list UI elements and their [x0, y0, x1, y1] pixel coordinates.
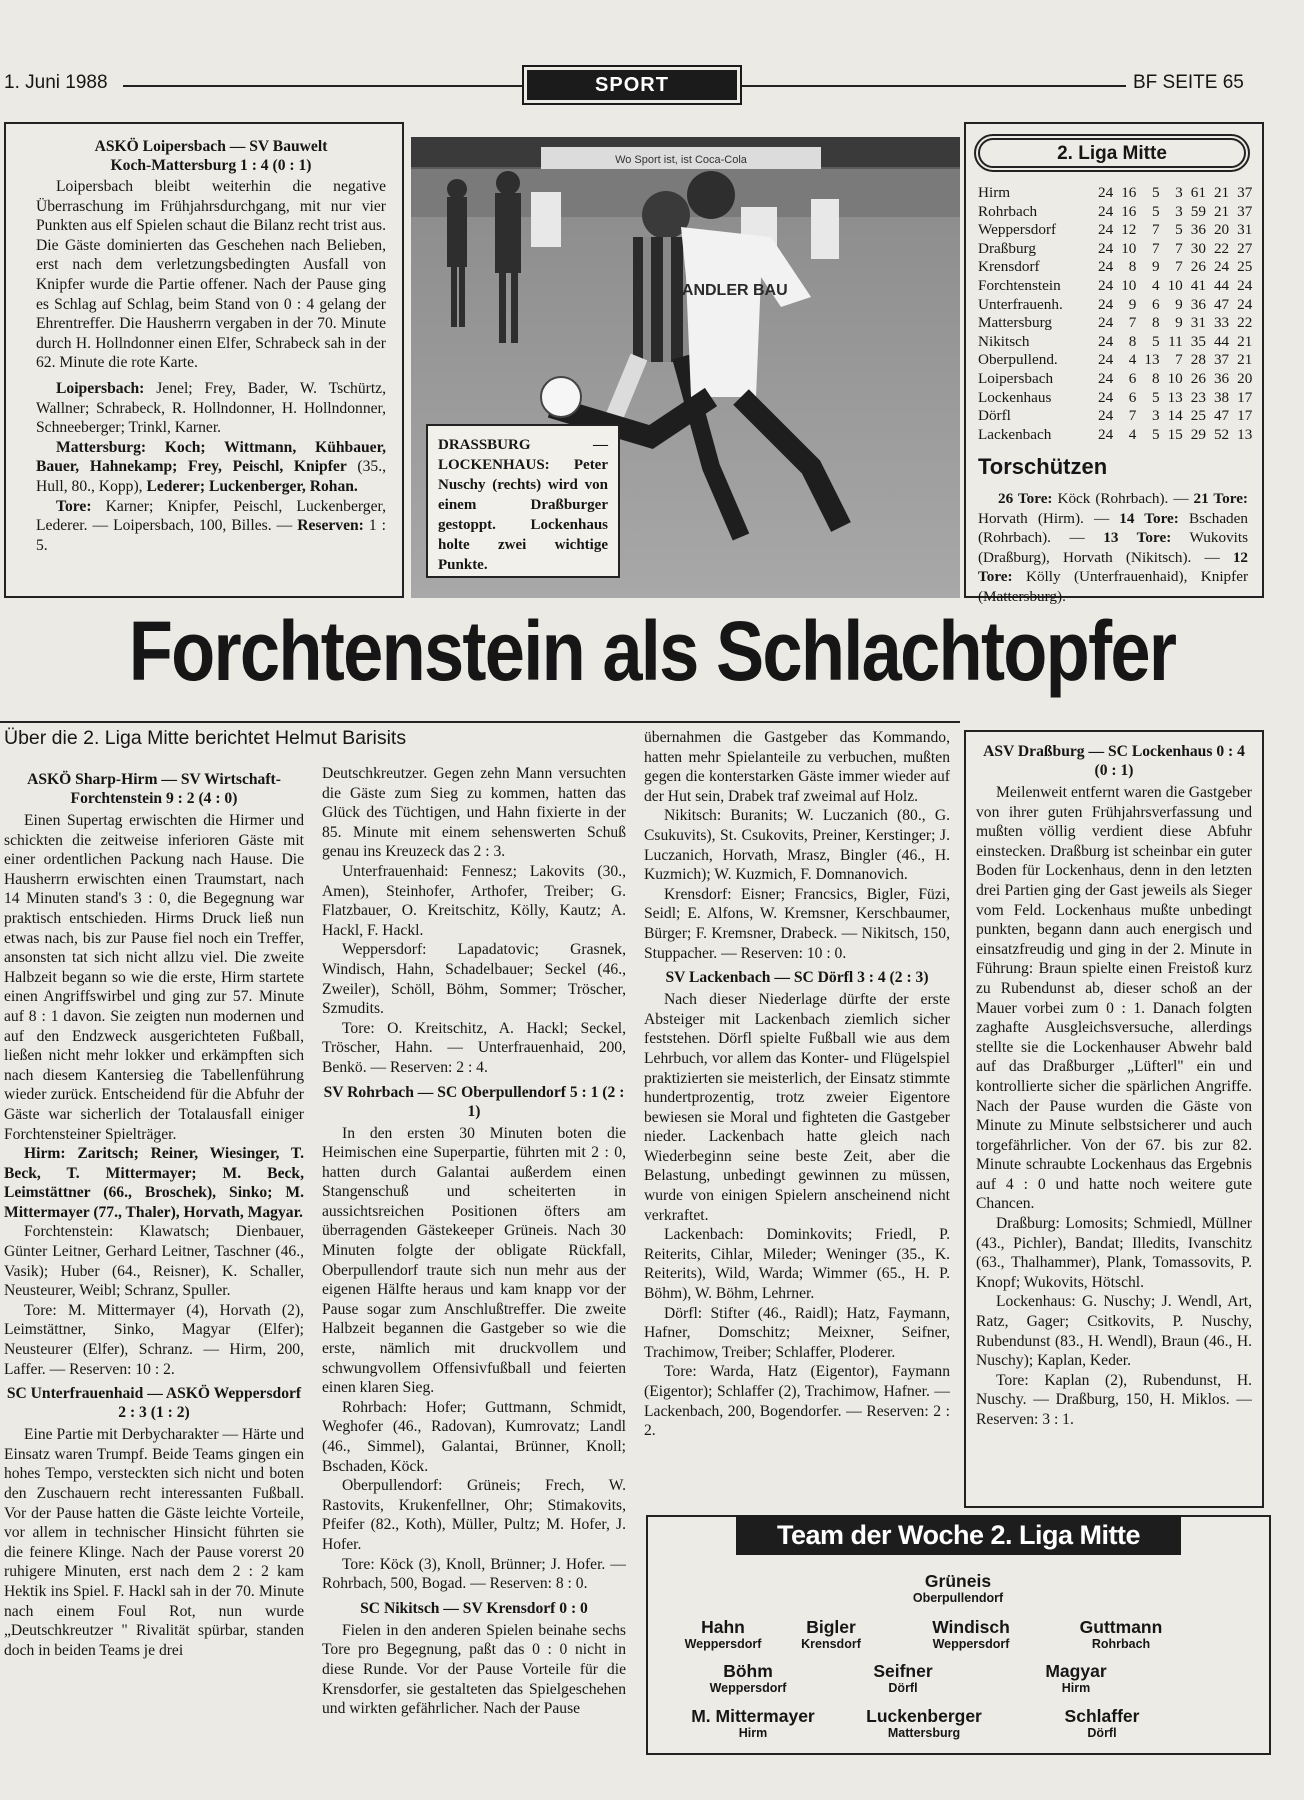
table-cell: 25 [1190, 407, 1206, 425]
table-cell: 5 [1175, 221, 1183, 239]
photo-caption: DRASSBURG — LOCKENHAUS: Peter Nuschy (rechts) wird von einem Draßburger gestoppt. Lockenhaus holte zwei wichtige Punkte. [426, 424, 620, 578]
table-cell: 61 [1190, 184, 1206, 201]
article-column-2 [322, 764, 626, 1770]
table-cell: 24 [1098, 314, 1114, 332]
table-cell: 24 [1237, 295, 1253, 313]
league-table-row [978, 370, 1252, 389]
table-cell: 31 [1237, 221, 1253, 239]
table-cell: 26 [1190, 258, 1206, 276]
section-label-text: SPORT [595, 74, 669, 96]
team-name: Oberpullend. [978, 351, 1058, 369]
table-cell: 38 [1213, 388, 1230, 406]
player-card: M. Mittermayer Hirm [691, 1706, 815, 1740]
table-cell: 24 [1098, 239, 1114, 257]
table-cell: 3 [1175, 202, 1183, 220]
league-table-row [978, 314, 1252, 333]
team-name: Dörfl [978, 407, 1011, 425]
team-name: Hirm [978, 184, 1011, 201]
table-cell: 24 [1098, 258, 1114, 276]
story-loipersbach-box [4, 122, 404, 598]
byline-rule [0, 721, 960, 723]
lineup-krensdorf: Krensdorf: Eisner; Francsics, Bigler, Füzi, Seidl; E. Alfons, W. Kremsner, Kerschbaumer, Bürger; F. Kremsner, Drabeck. — Nikitsch, 150, Stuppacher. — Reserven: 10 : 0. [644, 885, 950, 962]
lineup-rohrbach: Rohrbach: Hofer; Guttmann, Schmidt, Weghofer (46., Radovan), Kumrovatz; Landl (46., Simmel), Galantai, Brünner, Knoll; Bschaden, Köck. [322, 1398, 626, 1475]
league-table-row [978, 426, 1252, 445]
table-cell: 47 [1213, 407, 1230, 425]
table-cell: 33 [1213, 314, 1230, 332]
table-cell: 10 [1167, 369, 1183, 387]
table-cell: 8 [1128, 332, 1137, 350]
table-cell: 13 [1167, 388, 1183, 406]
league-table-row [978, 351, 1252, 370]
shirt-text: HANDLER BAU [670, 282, 788, 299]
story-loipersbach-body: Loipersbach bleibt weiterhin die negative Überraschung im Frühjahrsdurchgang, mit nur vier Punkten aus elf Spielen schaut die Bilanz recht trist aus. Die Gäste dominierten das Geschehen nach Belieben, erst nach dem verletzungsbedingten Ausfall von Knipfer wurde die Partie offener. Nach der Pause ging es Schlag auf Schlag, beim Stand von 0 : 4 gelang der Ehrentreffer. Die Hausherrn vergaben in der 70. Minute durch H. Hollndonner einen Elfer, Schrabeck sah in der 62. Minute die rote Karte. [36, 178, 386, 372]
league-table-row [978, 389, 1252, 408]
header-rule-left [123, 85, 523, 87]
league-table-row [978, 296, 1252, 315]
match-drassburg-report: Meilenweit entfernt waren die Gastgeber von ihrer guten Frühjahrsverfassung und mußten völlig verdient diese Abfuhr einstecken. Draßburg ist scheinbar ein guter Boden für Lockenhaus, denn in den letzten drei Partien ging der Gast jeweils als Sieger vom Feld. Lockenhaus mußte unbedingt punkten, begann dann auch energisch und einsatzfreudig und ging in der 2. Minute in Führung: Braun spielte einen Freistoß kurz zu Rubendunst ab, dieser schoß an der Mauer vorbei zum 0 : 1. Danach folgten zaghafte Ausgleichsversuche, allerdings stellte sie die Lockenhauser Abwehr bald auf das Draßburger „Lüfterl" ein und kontrollierte sicher die spärlichen Angriffe. Nach der Pause wurden die Gäste von Minute zu Minute selbstsicherer und auch torgefährlicher. Von der 67. bis zur 82. Minute schraubte Lockenhaus das Ergebnis auf 4 : 0 und hatte noch weitere gute Chancen. [976, 784, 1252, 1213]
table-cell: 22 [1213, 239, 1230, 257]
match-nikitsch-report-cont: übernahmen die Gastgeber das Kommando, hatten mehr Spielanteile zu verbuchen, mußten gegen die konterstarken Gäste immer wieder auf der Hut sein, Drabek traf zweimal auf Holz. [644, 729, 950, 805]
table-cell: 16 [1121, 202, 1137, 220]
table-cell: 13 [1144, 351, 1160, 369]
table-cell: 28 [1190, 351, 1206, 369]
league-table-row [978, 277, 1252, 296]
table-cell: 6 [1128, 369, 1137, 387]
player-card: Böhm Weppersdorf [709, 1661, 787, 1695]
table-cell: 6 [1128, 388, 1137, 406]
table-cell: 24 [1213, 258, 1230, 276]
table-cell: 24 [1098, 221, 1114, 239]
match-drassburg-goals: Tore: Kaplan (2), Rubendunst, H. Nuschy. — Draßburg, 150, H. Miklos. — Reserven: 3 : 1. [976, 1371, 1252, 1428]
match-rohrbach-report: In den ersten 30 Minuten boten die Heimischen eine Superpartie, führten mit 2 : 0, hatten durch Galantai außerdem einen Stangenschuß und scheiterten in aussichtsreichen Positionen öfters am überragenden Gästekeeper Grüneis. Nach 30 Minuten folgte der obligate Rückfall, Oberpullendorf traute sich nun mehr aus der eigenen Hälfte heraus und kam knapp vor der Pause sogar zum Anschlußtreffer. Die zweite Halbzeit begannen die Gastgeber so wie die erste, nämlich mit druckvollem und schwungvollem Offensivfußball und feierten einen klaren Sieg. [322, 1124, 626, 1397]
match-unterfrauenhaid-report-cont: Deutschkreutzer. Gegen zehn Mann versuchten die Gäste zum Sieg zu kommen, hatten das Glück des Tüchtigen, und Hahn fixierte in der 85. Minute mit einem sehenswerten Schuß genau ins Kreuzeck das 2 : 3. [322, 765, 626, 861]
lineup-lockenhaus: Lockenhaus: G. Nuschy; J. Wendl, Art, Ratz, Gager; Csitkovits, P. Nuschy, Rubendunst (83., H. Wendl), Braun (46., H. Nuschy); Kaplan, Keder. [976, 1293, 1252, 1370]
table-cell: 13 [1237, 425, 1253, 443]
table-cell: 5 [1151, 388, 1160, 406]
lineup-doerfl: Dörfl: Stifter (46., Raidl); Hatz, Faymann, Hafner, Domschitz; Meixner, Seifner, Trachimow, Treiber; Schlaffer, Ploderer. [644, 1304, 950, 1361]
player-card: Luckenberger Mattersburg [866, 1706, 982, 1740]
table-cell: 23 [1190, 388, 1206, 406]
team-of-week-box [646, 1515, 1271, 1755]
team-name: Draßburg [978, 239, 1036, 257]
league-table-row [978, 333, 1252, 352]
league-table-row [978, 203, 1252, 222]
headline: Forchtenstein als Schlachtopfer [128, 604, 1176, 698]
table-cell: 24 [1098, 351, 1114, 369]
table-cell: 4 [1128, 425, 1137, 443]
table-cell: 5 [1151, 184, 1160, 201]
team-of-week-title: Team der Woche 2. Liga Mitte [736, 1515, 1181, 1555]
page-date: 1. Juni 1988 [4, 72, 108, 93]
league-table-box [964, 122, 1264, 605]
table-cell: 17 [1237, 388, 1253, 406]
table-cell: 24 [1098, 332, 1114, 350]
story-loipersbach-goals: Tore: Karner; Knipfer, Peischl, Luckenberger, Lederer. — Loipersbach, 100, Billes. — Reserven: 1 : 5. [36, 497, 386, 554]
table-cell: 15 [1167, 425, 1183, 443]
table-cell: 24 [1098, 295, 1114, 313]
team-name: Rohrbach [978, 202, 1038, 220]
table-cell: 59 [1190, 202, 1206, 220]
table-cell: 24 [1098, 276, 1114, 294]
table-cell: 30 [1190, 239, 1206, 257]
scorers-title: Torschützen [978, 454, 1108, 479]
lineup-forchtenstein: Forchtenstein: Klawatsch; Dienbauer, Günter Leitner, Gerhard Leitner, Taschner (46., Vasik); Huber (64., Reisner), K. Schaller, Neusteurer, Weibl; Schranz, Spuller. [4, 1223, 304, 1300]
table-cell: 21 [1237, 351, 1253, 369]
player-card: Grüneis Oberpullendorf [912, 1571, 1004, 1605]
table-cell: 3 [1151, 407, 1160, 425]
match-drassburg-lockenhaus-title: ASV Draßburg — SC Lockenhaus 0 : 4 (0 : 1) [983, 743, 1245, 779]
table-cell: 17 [1237, 407, 1253, 425]
table-cell: 9 [1128, 295, 1137, 313]
team-name: Forchtenstein [978, 276, 1061, 294]
table-cell: 44 [1213, 276, 1230, 294]
table-cell: 41 [1190, 276, 1206, 294]
team-name: Mattersburg [978, 314, 1052, 332]
table-cell: 24 [1098, 184, 1114, 201]
league-table-row [978, 221, 1252, 240]
table-cell: 24 [1098, 388, 1114, 406]
player-card: Hahn Weppersdorf [684, 1617, 762, 1651]
table-cell: 10 [1121, 276, 1137, 294]
table-cell: 24 [1237, 276, 1253, 294]
table-cell: 37 [1237, 184, 1253, 201]
story-loipersbach-title: ASKÖ Loipersbach — SV Bauwelt Koch-Mattersburg 1 : 4 (0 : 1) [94, 138, 328, 174]
table-cell: 27 [1237, 239, 1253, 257]
table-cell: 10 [1121, 239, 1137, 257]
team-name: Loipersbach [978, 369, 1054, 387]
match-lackenbach-report: Nach dieser Niederlage dürfte der erste Absteiger mit Lackenbach ziemlich sicher feststehen. Dörfl spielte Fußball wie aus dem Lehrbuch, vor allem das Konter- und Flügelspiel praktizierten sie meisterlich, der Einsatz stimmte hundertprozentig, trotz zweier Eigentore bewiesen sie Moral und fighteten die Gastgeber nieder. Lackenbach hatte gleich nach Wiederbeginn seine beste Zeit, aber die Belastung, unbedingt gewinnen zu müssen, wurde von einigen Spielern anscheinend nicht verkraftet. [644, 991, 950, 1224]
lineup-loipersbach: Loipersbach: Jenel; Frey, Bader, W. Tschürtz, Wallner; Schrabeck, R. Hollndonner, H. Hollndonner, Schneeberger; Trinkl, Karner. [36, 379, 386, 437]
table-cell: 36 [1213, 369, 1230, 387]
table-cell: 5 [1151, 202, 1160, 220]
table-cell: 24 [1098, 369, 1114, 387]
match-unterfrauenhaid-goals: Tore: O. Kreitschitz, A. Hackl; Seckel, Tröscher, Hahn. — Unterfrauenhaid, 200, Benkö. — Reserven: 2 : 4. [322, 1019, 626, 1076]
article-column-3 [644, 728, 950, 1498]
team-name: Nikitsch [978, 332, 1030, 350]
header-rule-right [742, 85, 1126, 87]
match-hirm-report: Einen Supertag erwischten die Hirmer und schickten die zeitweise inferioren Gäste mit einer ordentlichen Packung nach Hause. Die Hausherrn erwischten einen Traumstart, nach 14 Minuten stand's 3 : 0, die Begegnung war praktisch entschieden. Hirms Druck ließ nun etwas nach, bis zur Pause fiel noch ein Treffer, ansonsten tat sich nicht allzu viel. Die zweite Halbzeit begann so wie die erste, Hirm startete einen Angriffswirbel und ging zur 57. Minute auf 8 : 1 davon. Sie zeigten nun modernen und auf den Endzweck ausgerichteten Fußball, ließen nicht mehr lokker und erkämpften sich nach diesem Kantersieg die Tabellenführung wieder zurück. Entscheidend für die Abfuhr der Gäste war sicherlich der Totalausfall einiger Forchtensteiner Spielträger. [4, 812, 304, 1143]
table-cell: 7 [1151, 221, 1160, 239]
page-number: BF SEITE 65 [1133, 72, 1244, 93]
table-cell: 37 [1237, 202, 1253, 220]
story-loipersbach [36, 137, 386, 597]
table-cell: 4 [1151, 276, 1160, 294]
table-cell: 25 [1237, 258, 1253, 276]
match-rohrbach-oberpullendorf-title: SV Rohrbach — SC Oberpullendorf 5 : 1 (2 : 1) [323, 1083, 625, 1120]
table-cell: 26 [1190, 369, 1206, 387]
table-cell: 8 [1128, 258, 1137, 276]
player-card: Bigler Krensdorf [801, 1617, 861, 1651]
lineup-weppersdorf: Weppersdorf: Lapadatovic; Grasnek, Windisch, Hahn, Schadelbauer; Seckel (46., Zweiler), Schöll, Böhm, Sommer; Tröscher, Szmudits. [322, 941, 626, 1018]
table-cell: 35 [1190, 332, 1206, 350]
league-table-row [978, 184, 1252, 203]
table-cell: 21 [1213, 202, 1230, 220]
byline: Über die 2. Liga Mitte berichtet Helmut Barisits [4, 727, 407, 749]
table-cell: 7 [1128, 407, 1137, 425]
table-cell: 8 [1151, 314, 1160, 332]
match-rohrbach-goals: Tore: Köck (3), Knoll, Brünner; J. Hofer. — Rohrbach, 500, Bogad. — Reserven: 8 : 0. [322, 1555, 626, 1593]
article-column-4 [976, 742, 1252, 1502]
player-card: Magyar Hirm [1045, 1661, 1107, 1695]
player-card: Guttmann Rohrbach [1079, 1617, 1163, 1651]
table-cell: 20 [1213, 221, 1230, 239]
table-cell: 10 [1167, 276, 1183, 294]
story-drassburg-box [964, 730, 1264, 1508]
table-cell: 11 [1168, 332, 1183, 350]
league-table-row [978, 407, 1252, 426]
table-cell: 12 [1121, 221, 1137, 239]
team-name: Lockenhaus [978, 388, 1052, 406]
banner-text: Wo Sport ist, ist Coca-Cola [615, 154, 747, 166]
scorers-text: 26 Tore: Köck (Rohrbach). — 21 Tore: Horvath (Hirm). — 14 Tore: Bschaden (Rohrbach). — 13 Tore: Wukovits (Draßburg), Horvath (Nikitsch). — 12 Tore: Kölly (Unterfrauenhaid), Knipfer (Mattersburg). [978, 490, 1248, 605]
match-unterfrauenhaid-report: Eine Partie mit Derbycharakter — Härte und Einsatz waren Trumpf. Beide Teams gingen ein hohes Tempo, versteckten sich nicht und boten den Zuschauern recht interessanten Fußball. Vor der Pause hatten die Gäste leichte Vorteile, vor allem in technischer Hinsicht führten sie die feinere Klinge. Nach der Pause vorerst 20 ruhigere Minuten, erst nach dem 2 : 2 kam Hektik ins Spiel. F. Hackl sah in der 70. Minute nach einem Foul Rot, nun wurde „Deutschkreutzer " Rivalität spürbar, standen doch in beiden Teams je drei [4, 1426, 304, 1659]
table-cell: 3 [1175, 184, 1183, 201]
match-nikitsch-krensdorf-title: SC Nikitsch — SV Krensdorf 0 : 0 [360, 1599, 588, 1617]
table-cell: 52 [1213, 425, 1230, 443]
league-table-row [978, 240, 1252, 259]
table-cell: 7 [1175, 239, 1183, 257]
lineup-drassburg: Draßburg: Lomosits; Schmiedl, Müllner (43., Pichler), Bandat; Illedits, Ivanschitz (63., Thalhammer), Plank, Tomassovits, P. Knopf; Wukovits, Hötschl. [976, 1215, 1252, 1291]
player-card: Seifner Dörfl [873, 1661, 933, 1695]
table-cell: 7 [1175, 258, 1183, 276]
lineup-mattersburg: Mattersburg: Koch; Wittmann, Kühbauer, Bauer, Hahnekamp; Frey, Peischl, Knipfer (35., Hull, 80., Kopp), Lederer; Luckenberger, Rohan. [36, 438, 386, 495]
table-cell: 20 [1237, 369, 1253, 387]
player-card: Schlaffer Dörfl [1064, 1706, 1140, 1740]
table-cell: 9 [1175, 295, 1183, 313]
lineup-hirm: Hirm: Zaritsch; Reiner, Wiesinger, T. Beck, T. Mittermayer; M. Beck, Leimstättner (66., Broschek), Sinko; M. Mittermayer (77., Thaler), Horvath, Magyar. [4, 1145, 304, 1221]
match-unterfrauenhaid-weppersdorf-title: SC Unterfrauenhaid — ASKÖ Weppersdorf 2 : 3 (1 : 2) [6, 1385, 302, 1422]
team-name: Unterfrauenh. [978, 295, 1063, 313]
article-column-1 [4, 770, 304, 1770]
table-cell: 6 [1151, 295, 1160, 313]
lineup-unterfrauenhaid: Unterfrauenhaid: Fennesz; Lakovits (30., Amen), Steinhofer, Arthofer, Treiber; G. Flatzbauer, O. Kreitschitz, Kölly, Kautz; A. Hackl, F. Hackl. [322, 862, 626, 939]
section-label [527, 70, 737, 100]
table-cell: 24 [1098, 202, 1114, 220]
table-cell: 14 [1167, 407, 1183, 425]
league-table [978, 184, 1252, 444]
table-cell: 7 [1151, 239, 1160, 257]
league-table-title: 2. Liga Mitte [978, 138, 1246, 168]
table-cell: 4 [1128, 351, 1137, 369]
table-cell: 8 [1151, 369, 1160, 387]
match-lackenbach-doerfl-title: SV Lackenbach — SC Dörfl 3 : 4 (2 : 3) [665, 969, 929, 987]
table-cell: 5 [1151, 425, 1160, 443]
table-cell: 37 [1213, 351, 1230, 369]
lineup-nikitsch: Nikitsch: Buranits; W. Luczanich (80., G. Csukuvits), St. Csukovits, Preiner, Kerstinger; J. Luczanich, Horvath, Mrasz, Bingler (46., H. Kuzmich); W. Kuzmich, F. Domnanovich. [644, 807, 950, 884]
team-name: Lackenbach [978, 425, 1052, 443]
football [541, 377, 581, 417]
team-name: Krensdorf [978, 258, 1040, 276]
table-cell: 24 [1098, 407, 1114, 425]
table-cell: 22 [1237, 314, 1253, 332]
table-cell: 36 [1190, 221, 1206, 239]
team-name: Weppersdorf [978, 221, 1057, 239]
match-hirm-forchtenstein-title: ASKÖ Sharp-Hirm — SV Wirtschaft-Forchtenstein 9 : 2 (4 : 0) [27, 771, 281, 807]
table-cell: 9 [1151, 258, 1160, 276]
table-cell: 36 [1190, 295, 1206, 313]
league-table-row [978, 258, 1252, 277]
lineup-lackenbach: Lackenbach: Dominkovits; Friedl, P. Reiterits, Cihlar, Mileder; Weninger (35., K. Reiterits), Wild, Warda; Wimmer (65., H. P. Böhm), W. Böhm, Lehrner. [644, 1226, 950, 1303]
table-cell: 7 [1128, 314, 1137, 332]
table-cell: 24 [1098, 425, 1114, 443]
table-cell: 47 [1213, 295, 1230, 313]
table-cell: 7 [1175, 351, 1183, 369]
table-cell: 31 [1190, 314, 1206, 332]
table-cell: 44 [1213, 332, 1230, 350]
table-cell: 21 [1213, 184, 1230, 201]
lineup-oberpullendorf: Oberpullendorf: Grüneis; Frech, W. Rastovits, Krukenfellner, Ohr; Stimakovits, Pfeifer (82., Koth), Müller, Pultz; M. Hofer, J. Hofer. [322, 1477, 626, 1553]
table-cell: 29 [1190, 425, 1206, 443]
match-lackenbach-goals: Tore: Warda, Hatz (Eigentor), Faymann (Eigentor); Schlaffer (2), Trachimow, Hafner. — Lackenbach, 200, Bogendorfer. — Reserven: 2 : 2. [644, 1363, 950, 1440]
table-cell: 5 [1151, 332, 1160, 350]
player-card: Windisch Weppersdorf [932, 1617, 1010, 1651]
match-hirm-goals: Tore: M. Mittermayer (4), Horvath (2), Leimstättner, Sinko, Magyar (Elfer); Neusteurer (Elfer), Schranz. — Hirm, 200, Laffer. — Reserven: 10 : 2. [4, 1301, 304, 1378]
table-cell: 21 [1237, 332, 1253, 350]
table-cell: 9 [1175, 314, 1183, 332]
table-cell: 16 [1121, 184, 1137, 201]
match-nikitsch-report: Fielen in den anderen Spielen beinahe sechs Tore pro Begegnung, paßt das 0 : 0 nicht in diese Runde. Vor der Pause Vorteile für die Krensdorfer, sie gestalteten das Spielgeschehen und wirkten gefährlicher. Nach der Pause [322, 1621, 626, 1718]
